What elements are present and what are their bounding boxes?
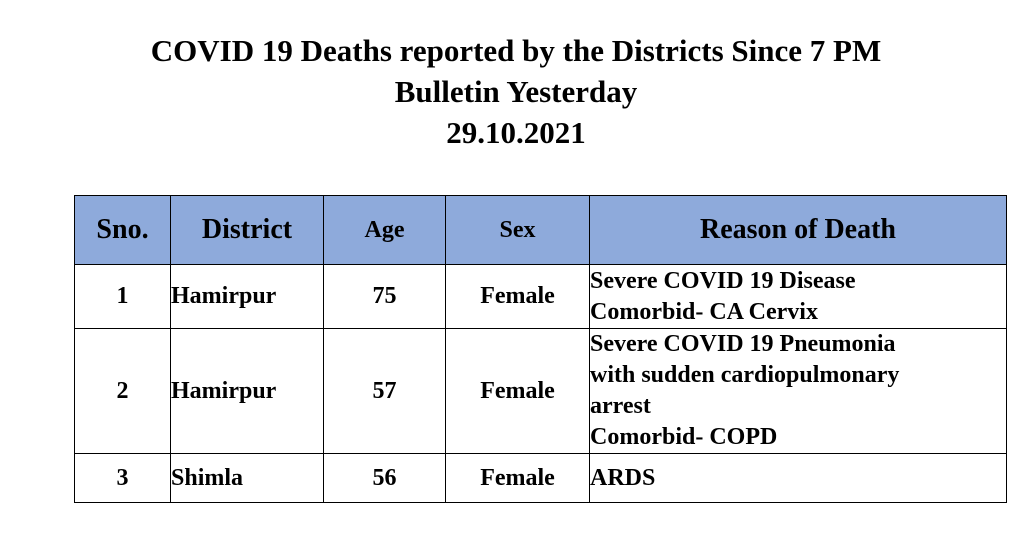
- cell-sno: 1: [75, 265, 171, 329]
- cell-sex: Female: [446, 454, 590, 503]
- table-row: [75, 329, 1007, 454]
- cell-reason: [590, 454, 1007, 503]
- cell-sno: 3: [75, 454, 171, 503]
- cell-district: Hamirpur: [171, 329, 324, 454]
- table-row: [75, 265, 1007, 329]
- cell-sex: Female: [446, 329, 590, 454]
- header-sex: Sex: [446, 196, 590, 265]
- reason-line: Severe COVID 19 Disease: [590, 267, 856, 294]
- title-line-1: COVID 19 Deaths reported by the Districts Since 7 PM: [150, 33, 882, 68]
- title-date: 29.10.2021: [446, 115, 586, 150]
- cell-age: 56: [324, 454, 446, 503]
- reason-line: Severe COVID 19 Pneumonia: [590, 331, 896, 357]
- deaths-table: [74, 195, 1007, 503]
- cell-reason: [590, 265, 1007, 329]
- table-header-row: [75, 196, 1007, 265]
- cell-district: Shimla: [171, 454, 324, 503]
- cell-age: 57: [324, 329, 446, 454]
- bulletin-title: [0, 30, 1024, 153]
- reason-line: with sudden cardiopulmonary: [590, 362, 900, 388]
- header-sno: Sno.: [75, 196, 171, 265]
- reason-line: Comorbid- COPD: [590, 424, 778, 450]
- reason-line: ARDS: [590, 464, 656, 491]
- cell-reason: [590, 329, 1007, 454]
- title-line-2: Bulletin Yesterday: [394, 74, 638, 109]
- header-reason: Reason of Death: [590, 196, 1007, 265]
- cell-sex: Female: [446, 265, 590, 329]
- reason-line: Comorbid- CA Cervix: [590, 298, 818, 325]
- cell-age: 75: [324, 265, 446, 329]
- cell-sno: 2: [75, 329, 171, 454]
- reason-line: arrest: [590, 393, 651, 419]
- header-district: District: [171, 196, 324, 265]
- cell-district: Hamirpur: [171, 265, 324, 329]
- header-age: Age: [324, 196, 446, 265]
- table-row: [75, 454, 1007, 503]
